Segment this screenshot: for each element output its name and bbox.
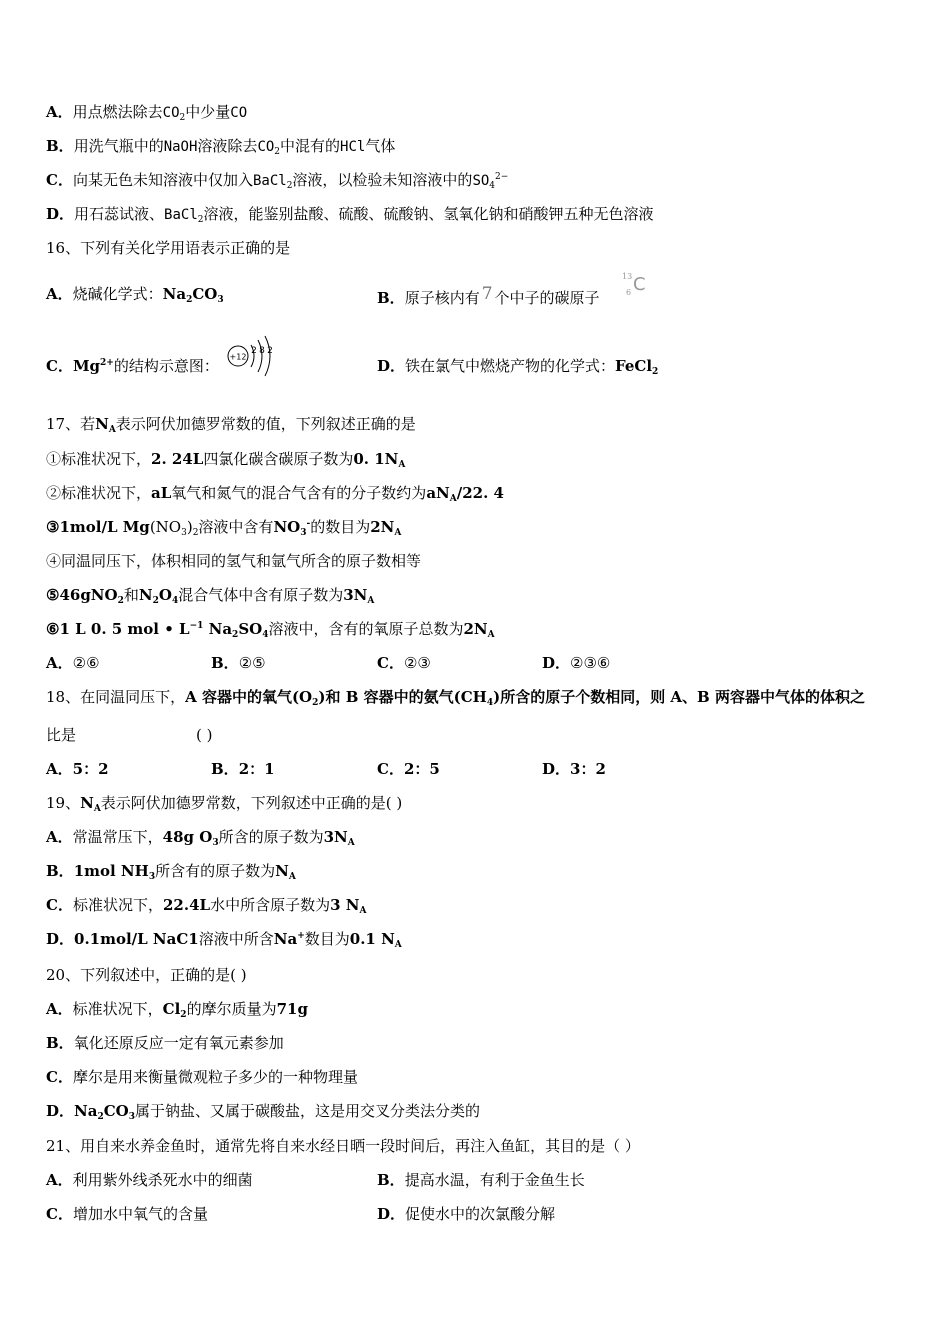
q17-item-3: ③1mol/L $Mg(NO_3)_2$溶液中含有$NO_3^-$的数目为$2N_A$ [46,518,402,538]
q18-option-a: A．5：2 [46,760,109,778]
q21-option-c: C．增加水中氧气的含量 [46,1205,208,1223]
q17-item-2: ②标准状况下，aL氧气和氮气的混合气含有的分子数约为$aN_A/22$. 4 [46,484,504,504]
q18-option-b: B．2：1 [211,760,275,778]
q17-item-4: ④同温同压下，体积相同的氢气和氩气所含的原子数相等 [46,552,422,570]
q16-stem: 16、下列有关化学用语表示正确的是 [46,239,291,257]
q15-option-a: A．用点燃法除去$CO_2$中少量CO [46,103,248,123]
q19-option-b: B．1mol $NH_3$所含有的原子数为$N_A$ [46,862,296,882]
q20-option-d: D．$Na_2CO_3$属于钠盐、又属于碳酸盐，这是用交叉分类法分类的 [46,1102,481,1122]
q18-option-c: C．2：5 [377,760,440,778]
q17-option-b: B．②⑤ [211,654,266,672]
q20-option-c: C．摩尔是用来衡量微观粒子多少的一种物理量 [46,1068,358,1086]
q19-stem: 19、$N_A$表示阿伏加德罗常数，下列叙述中正确的是( ) [46,794,403,814]
q21-option-d: D．促使水中的次氯酸分解 [377,1205,556,1223]
q18-stem-line2: 比是 [46,726,77,744]
q21-stem: 21、用自来水养金鱼时，通常先将自来水经日晒一段时间后，再注入鱼缸，其目的是（ ） [46,1137,640,1155]
shell-2-count: 8 [259,346,265,356]
q17-option-c: C．②③ [377,654,431,672]
q19-option-c: C．标准状况下，22.4L水中所含原子数为3 $N_A$ [46,896,367,916]
q16-option-c: C．$Mg^{2+}$的结构示意图： [46,357,219,375]
q16-option-b: B．原子核内有 7 个中子的碳原子 [377,284,600,307]
q15-option-d: D．用石蕊试液、BaCl$_2$溶液，能鉴别盐酸、硫酸、硫酸钠、氢氧化钠和硝酸钾五种无色溶液 [46,205,654,225]
q21-option-a: A．利用紫外线杀死水中的细菌 [46,1171,253,1189]
q16-option-a: A．烧碱化学式：$Na_2CO_3$ [46,285,224,305]
q15-option-b: B．用洗气瓶中的NaOH溶液除去$CO_2$中混有的HCl气体 [46,137,396,157]
q18-answer-paren: ( ) [196,726,213,744]
q17-stem: 17、若$N_A$表示阿伏加德罗常数的值，下列叙述正确的是 [46,415,416,435]
q19-option-a: A．常温常压下，48g $O_3$所含的原子数为$3N_A$ [46,828,355,848]
shell-3-count: 2 [267,346,273,356]
q16-option-d: D．铁在氯气中燃烧产物的化学式：FeCl$_2$ [377,357,659,377]
q17-option-d: D．②③⑥ [542,654,611,672]
shell-1-count: 2 [251,346,257,356]
q20-option-b: B．氧化还原反应一定有氧元素参加 [46,1034,284,1052]
q18-stem: 18、在同温同压下，A 容器中的氧气$(O_2)$和 B 容器中的氨气$(CH_4)$所含的原子个数相同，则 A、B 两容器中气体的体积之 [46,688,865,708]
electron-shell-3 [265,336,270,376]
q17-item-1: ①标准状况下，2. 24L四氯化碳含碳原子数为0. $1N_A$ [46,450,406,470]
q18-option-d: D．3：2 [542,760,606,778]
q15-option-c: C．向某无色未知溶液中仅加入BaCl$_2$溶液，以检验未知溶液中的$SO_4^{2-}$ [46,171,509,191]
nucleus-charge: +12 [229,352,247,362]
mg-ion-structure-diagram [224,335,280,379]
carbon-13-nuclide-symbol: 13 6 C [622,272,646,297]
q20-option-a: A．标准状况下，$Cl_2$的摩尔质量为71g [46,1000,308,1020]
q17-item-5: ⑤46gNO$_2$和$N_2O_4$混合气体中含有原子数为$3N_A$ [46,586,375,606]
electron-shell-2 [258,340,262,372]
q17-item-6: ⑥1 L 0. 5 mol • $L^{-1}$ $Na_2SO_4$溶液中，含有的氧原子总数为$2N_A$ [46,620,495,640]
q20-stem: 20、下列叙述中，正确的是( ) [46,966,247,984]
q21-option-b: B．提高水温，有利于金鱼生长 [377,1171,585,1189]
q19-option-d: D．0.1mol/L NaC1溶液中所含Na+数目为0.1 $N_A$ [46,930,402,950]
q17-option-a: A．②⑥ [46,654,100,672]
